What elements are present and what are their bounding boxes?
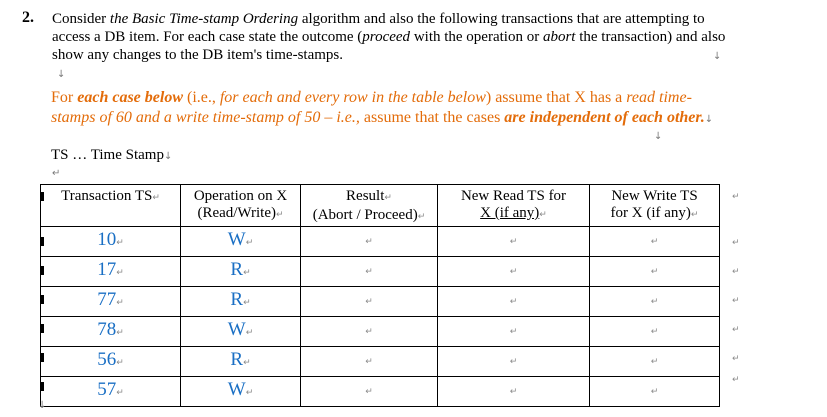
paragraph-mark-icon: ↓ <box>704 114 714 125</box>
new-write-ts-cell[interactable]: ↵ <box>590 287 720 317</box>
transaction-ts-cell[interactable]: 17↵ <box>41 257 181 287</box>
row-end-mark-icon: ↵ <box>732 325 740 335</box>
new-read-ts-cell[interactable]: ↵ <box>438 347 590 377</box>
table-header-row <box>41 185 720 227</box>
row-end-mark-icon: ↵ <box>732 192 740 202</box>
row-selection-marker[interactable] <box>41 237 44 246</box>
new-read-ts-cell[interactable]: ↵ <box>438 257 590 287</box>
question-line-2: access a DB item. For each case state the outcome (proceed with the operation or abort the transaction) and also <box>52 29 726 45</box>
header-new-write-ts: New Write TS for X (if any)↵ <box>590 185 720 227</box>
new-write-ts-cell[interactable]: ↵ <box>590 377 720 407</box>
operation-cell[interactable]: W↵ <box>181 227 301 257</box>
paragraph-mark-icon: ↓ <box>38 400 47 411</box>
header-result: Result↵ (Abort / Proceed)↵ <box>301 185 438 227</box>
header-operation: Operation on X (Read/Write)↵ <box>181 185 301 227</box>
table-row <box>41 257 720 287</box>
table-row <box>41 317 720 347</box>
row-end-mark-icon: ↵ <box>732 354 740 364</box>
instruction-line-2: stamps of 60 and a write time-stamp of 50 – i.e., assume that the cases are independent of each other.↓ <box>51 109 714 126</box>
transaction-ts-cell[interactable]: 56↵ <box>41 347 181 377</box>
transaction-ts-cell[interactable]: 57↵ <box>41 377 181 407</box>
question-line-3: show any changes to the DB item's time-stamps. <box>52 47 343 63</box>
row-end-mark-icon: ↵ <box>732 296 740 306</box>
new-read-ts-cell[interactable]: ↵ <box>438 227 590 257</box>
table-row <box>41 377 720 407</box>
paragraph-mark-icon: ↓ <box>163 151 173 162</box>
ts-legend: TS … Time Stamp↓ <box>51 147 173 163</box>
transaction-ts-cell[interactable]: 77↵ <box>41 287 181 317</box>
transaction-ts-cell[interactable]: 10↵ <box>41 227 181 257</box>
return-mark-icon: ↵ <box>52 168 61 179</box>
table-row <box>41 347 720 377</box>
header-new-read-ts: New Read TS for X (if any)↵ <box>438 185 590 227</box>
instruction-line-1: For each case below (i.e., for each and every row in the table below) assume that X has a read time- <box>51 89 692 106</box>
new-write-ts-cell[interactable]: ↵ <box>590 347 720 377</box>
row-end-mark-icon: ↵ <box>732 238 740 248</box>
paragraph-mark-icon: ↓ <box>57 69 66 80</box>
paragraph-mark-icon: ↓ <box>654 131 663 142</box>
new-read-ts-cell[interactable]: ↵ <box>438 287 590 317</box>
operation-cell[interactable]: W↵ <box>181 317 301 347</box>
operation-cell[interactable]: W↵ <box>181 377 301 407</box>
operation-cell[interactable]: R↵ <box>181 257 301 287</box>
question-line-1: Consider the Basic Time-stamp Ordering algorithm and also the following transactions that are attempting to <box>52 11 705 27</box>
row-selection-marker[interactable] <box>41 192 44 201</box>
row-selection-marker[interactable] <box>41 266 44 275</box>
result-cell[interactable]: ↵ <box>301 347 438 377</box>
table-row <box>41 227 720 257</box>
result-cell[interactable]: ↵ <box>301 377 438 407</box>
new-write-ts-cell[interactable]: ↵ <box>590 257 720 287</box>
table-row <box>41 287 720 317</box>
row-selection-marker[interactable] <box>41 353 44 362</box>
new-read-ts-cell[interactable]: ↵ <box>438 377 590 407</box>
result-cell[interactable]: ↵ <box>301 227 438 257</box>
row-selection-marker[interactable] <box>41 382 44 391</box>
result-cell[interactable]: ↵ <box>301 287 438 317</box>
result-cell[interactable]: ↵ <box>301 257 438 287</box>
question-number: 2. <box>22 9 34 26</box>
new-write-ts-cell[interactable]: ↵ <box>590 227 720 257</box>
transaction-ts-cell[interactable]: 78↵ <box>41 317 181 347</box>
header-transaction-ts: Transaction TS↵ <box>41 185 181 227</box>
new-read-ts-cell[interactable]: ↵ <box>438 317 590 347</box>
row-selection-marker[interactable] <box>41 324 44 333</box>
row-selection-marker[interactable] <box>41 295 44 304</box>
new-write-ts-cell[interactable]: ↵ <box>590 317 720 347</box>
row-end-mark-icon: ↵ <box>732 267 740 277</box>
row-end-mark-icon: ↵ <box>732 375 740 385</box>
paragraph-mark-icon: ↓ <box>713 51 722 62</box>
operation-cell[interactable]: R↵ <box>181 347 301 377</box>
timestamp-table <box>40 184 720 407</box>
result-cell[interactable]: ↵ <box>301 317 438 347</box>
operation-cell[interactable]: R↵ <box>181 287 301 317</box>
